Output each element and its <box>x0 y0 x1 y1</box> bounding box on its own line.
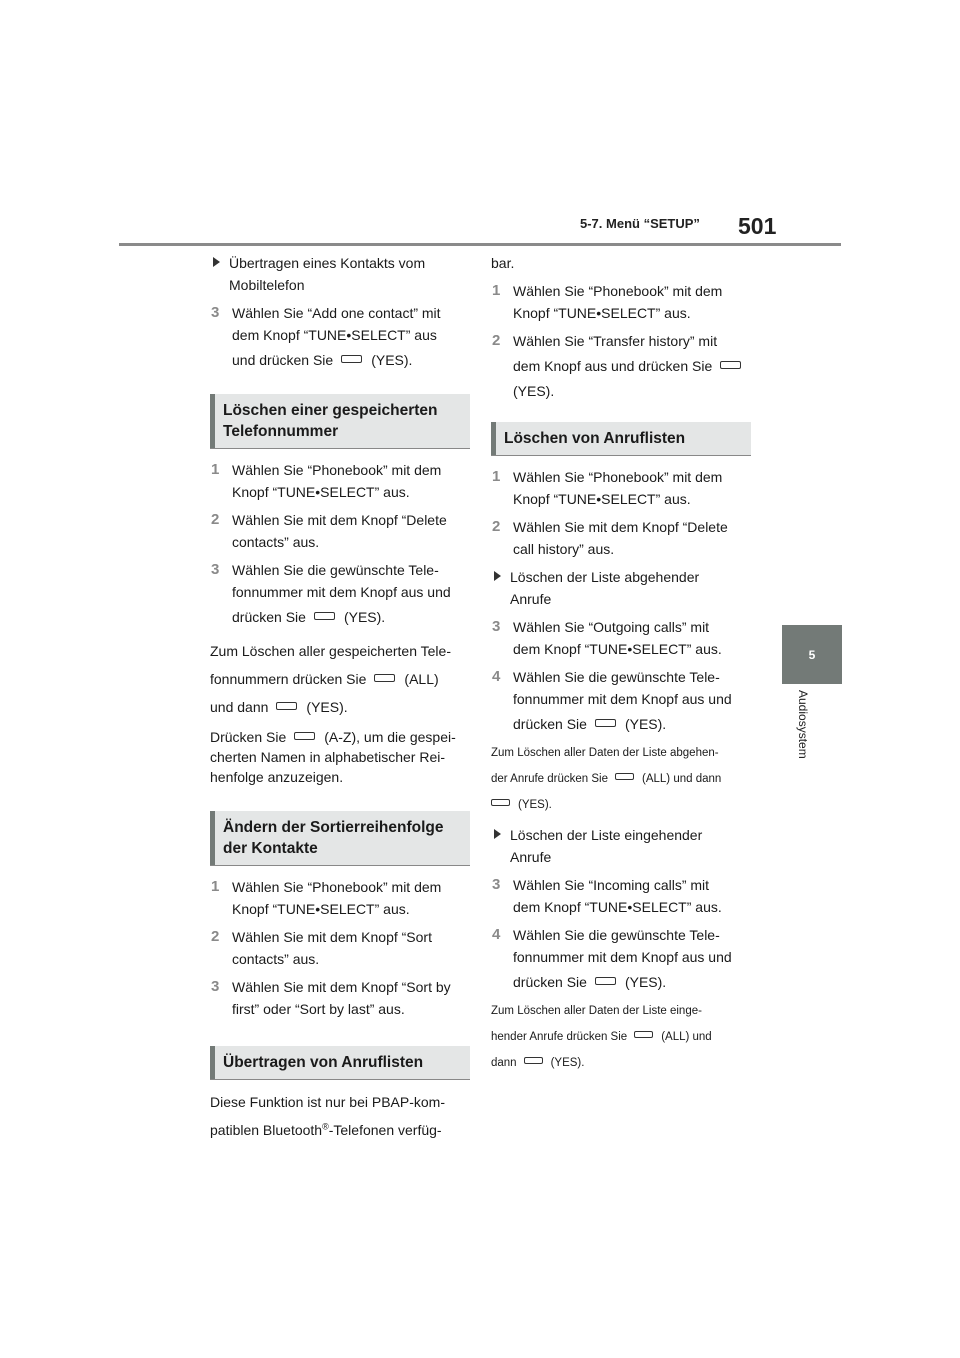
note-pbap-cont: bar. <box>491 255 515 271</box>
screen-button-icon <box>294 732 315 740</box>
note-delete-all: Zum Löschen aller gespeicherten Tele- fonnummern drücken Sie (ALL) und dann (YES). <box>210 643 451 715</box>
screen-button-icon <box>276 702 297 710</box>
heading-transfer-history: Übertragen von Anruflisten <box>210 1046 470 1080</box>
chapter-title: Audiosystem <box>796 690 810 759</box>
step-number: 3 <box>492 618 501 635</box>
step-number: 3 <box>211 561 220 578</box>
triangle-bullet-icon <box>494 571 501 581</box>
page-number: 501 <box>738 213 777 239</box>
right-column <box>491 252 751 1078</box>
step-delete-3: 3 Wählen Sie die gewünschte Tele- fonnummer mit dem Knopf aus und drücken Sie (YES). <box>211 561 451 625</box>
screen-button-icon <box>314 612 335 620</box>
step-history-2: 2 Wählen Sie “Transfer history” mit dem Knopf aus und drücken Sie (YES). <box>491 330 751 402</box>
bullet-incoming: Löschen der Liste eingehender Anrufe <box>491 824 751 868</box>
left-column <box>210 252 470 1146</box>
step-sort-1: 1 Wählen Sie “Phonebook” mit dem Knopf “TUNE•SELECT” aus. <box>211 878 442 917</box>
step-number: 1 <box>492 468 501 485</box>
step-number: 4 <box>492 668 501 685</box>
screen-button-icon <box>615 773 634 780</box>
step-outgoing-4: 4 Wählen Sie die gewünschte Tele- fonnummer mit dem Knopf aus und drücken Sie (YES). <box>492 668 732 732</box>
heading-sort-contacts: Ändern der Sortierreihenfolge der Kontakte <box>210 811 470 866</box>
step-delete-2: 2 Wählen Sie mit dem Knopf “Delete contacts” aus. <box>211 511 447 550</box>
screen-button-icon <box>524 1057 543 1064</box>
screen-button-icon <box>634 1031 653 1038</box>
triangle-bullet-icon <box>213 257 220 267</box>
heading-delete-number: Löschen einer gespeicherten Telefonnummer <box>210 394 470 449</box>
screen-button-icon <box>341 355 362 363</box>
step-number: 4 <box>492 926 501 943</box>
step-delhist-1: 1 Wählen Sie “Phonebook” mit dem Knopf “TUNE•SELECT” aus. <box>492 468 723 507</box>
step-history-1: 1 Wählen Sie “Phonebook” mit dem Knopf “TUNE•SELECT” aus. <box>492 282 723 321</box>
bullet-outgoing: Löschen der Liste abgehender Anrufe <box>491 566 751 610</box>
heading-delete-history: Löschen von Anruflisten <box>491 422 751 456</box>
step-number: 1 <box>211 878 220 895</box>
step-number: 3 <box>211 978 220 995</box>
step-delete-1: 1 Wählen Sie “Phonebook” mit dem Knopf “TUNE•SELECT” aus. <box>211 461 442 500</box>
step-number: 1 <box>492 282 501 299</box>
step-number: 3 <box>211 304 220 321</box>
chapter-number: 5 <box>808 647 816 662</box>
section-title: 5-7. Menü “SETUP” <box>580 216 700 231</box>
screen-button-icon <box>595 719 616 727</box>
step-number: 2 <box>211 928 220 945</box>
step-add-one-contact: 3 Wählen Sie “Add one contact” mit dem Knopf “TUNE•SELECT” aus und drücken Sie (YES). <box>211 304 441 368</box>
step-number: 1 <box>211 461 220 478</box>
screen-button-icon <box>491 799 510 806</box>
note-incoming-all: Zum Löschen aller Daten der Liste einge- hender Anrufe drücken Sie (ALL) und dann (YES). <box>491 1005 712 1069</box>
step-incoming-4: 4 Wählen Sie die gewünschte Tele- fonnummer mit dem Knopf aus und drücken Sie (YES). <box>492 926 732 990</box>
note-sort-az: Drücken Sie (A-Z), um die gespei- cherten Namen in alphabetischer Rei- henfolge anzuzeigen. <box>210 729 456 785</box>
header-divider <box>119 243 841 246</box>
note-outgoing-all: Zum Löschen aller Daten der Liste abgehen- der Anrufe drücken Sie (ALL) und dann (YES). <box>491 747 722 811</box>
chapter-tab <box>782 625 842 684</box>
note-pbap: Diese Funktion ist nur bei PBAP-kom- patiblen Bluetooth®-Telefonen verfüg- <box>210 1094 445 1138</box>
screen-button-icon <box>720 361 741 369</box>
step-sort-2: 2 Wählen Sie mit dem Knopf “Sort contacts” aus. <box>211 928 432 967</box>
step-number: 3 <box>492 876 501 893</box>
step-number: 2 <box>492 518 501 535</box>
step-incoming-3: 3 Wählen Sie “Incoming calls” mit dem Knopf “TUNE•SELECT” aus. <box>492 876 722 915</box>
step-outgoing-3: 3 Wählen Sie “Outgoing calls” mit dem Knopf “TUNE•SELECT” aus. <box>492 618 722 657</box>
step-delhist-2: 2 Wählen Sie mit dem Knopf “Delete call history” aus. <box>492 518 728 557</box>
step-number: 2 <box>492 332 501 349</box>
step-number: 2 <box>211 511 220 528</box>
bullet-transfer-contact: Übertragen eines Kontakts vom Mobiltelefon <box>210 252 470 296</box>
triangle-bullet-icon <box>494 829 501 839</box>
step-sort-3: 3 Wählen Sie mit dem Knopf “Sort by first” oder “Sort by last” aus. <box>211 978 451 1017</box>
screen-button-icon <box>595 977 616 985</box>
screen-button-icon <box>374 674 395 682</box>
